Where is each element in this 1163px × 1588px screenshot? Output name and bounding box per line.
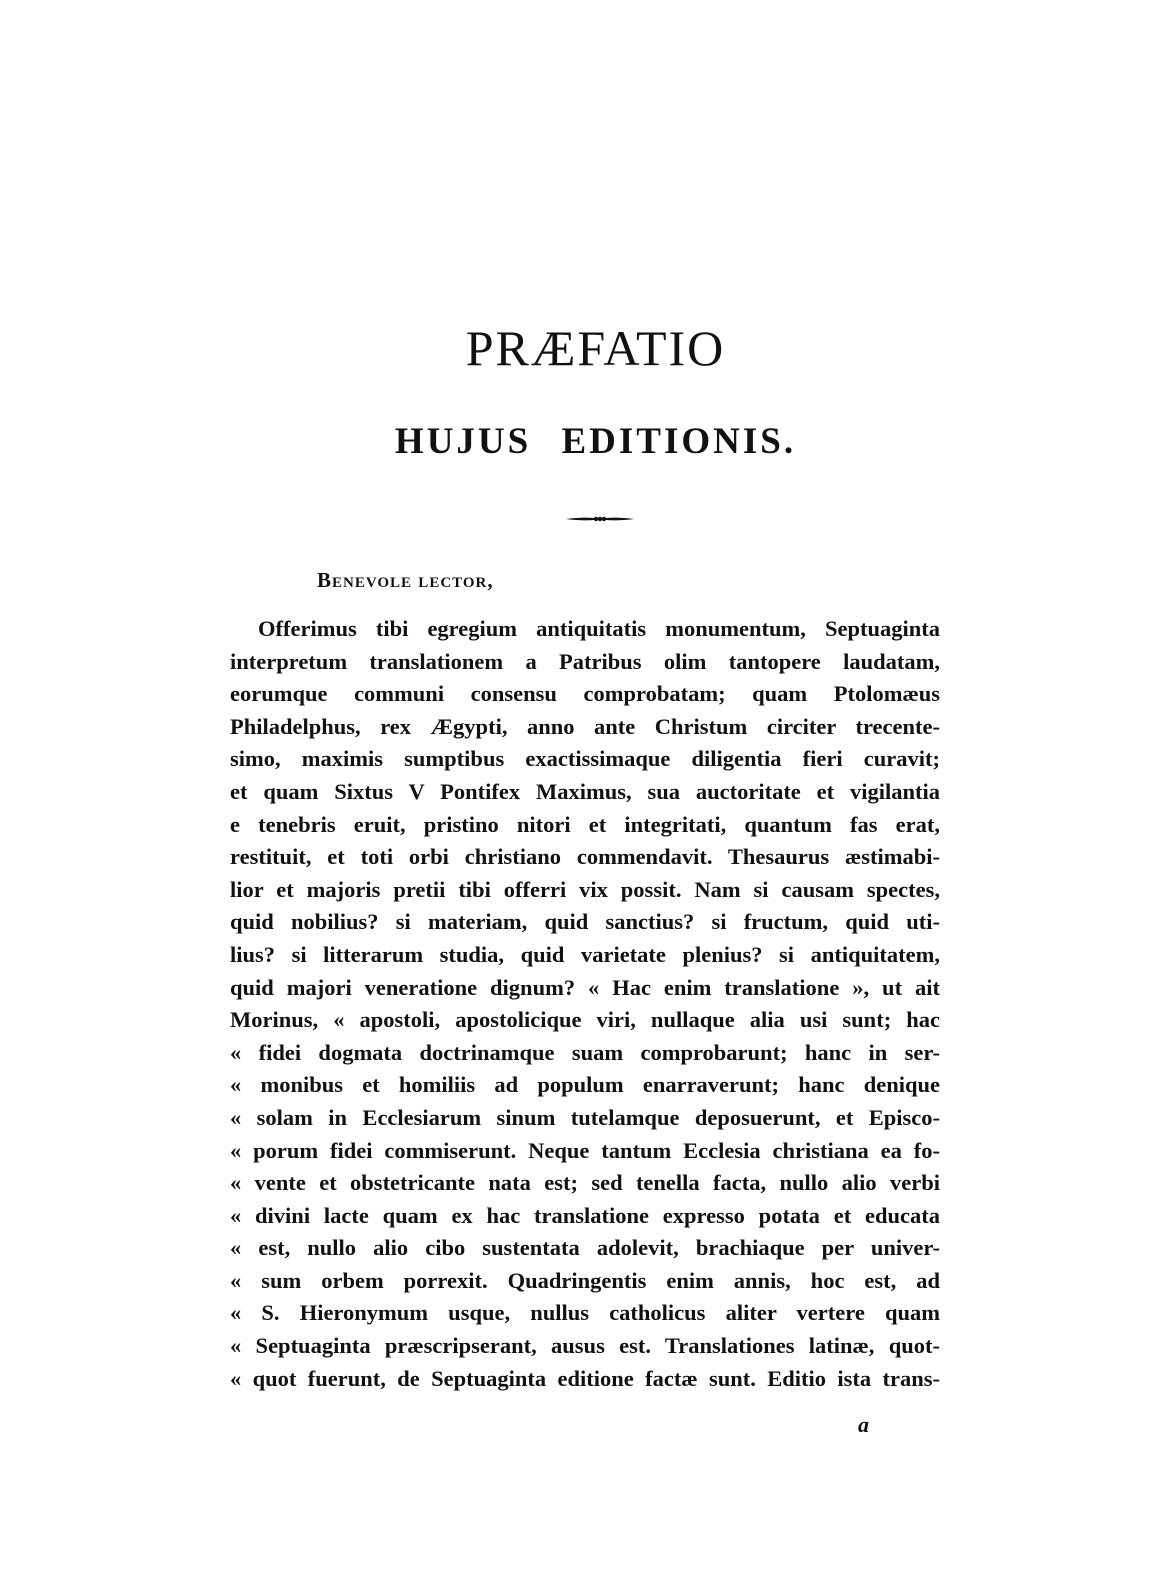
- text-line: « sum orbem porrexit. Quadringentis enim annis, hoc est, ad: [230, 1267, 940, 1293]
- page-title: PRÆFATIO: [465, 320, 726, 376]
- text-line: e tenebris eruit, pristino nitori et integritati, quantum fas erat,: [230, 811, 940, 837]
- text-line: quid nobilius? si materiam, quid sanctius? si fructum, quid uti-: [230, 909, 940, 935]
- salutation: Benevole lector,: [317, 568, 494, 592]
- text-line: eorumque communi consensu comprobatam; quam Ptolomæus: [230, 681, 940, 707]
- text-line: « solam in Ecclesiarum sinum tutelamque deposuerunt, et Episco-: [230, 1104, 940, 1130]
- text-line: « fidei dogmata doctrinamque suam comprobarunt; hanc in ser-: [230, 1039, 940, 1065]
- page-subtitle: HUJUS EDITIONIS.: [394, 421, 797, 462]
- text-line: lius? si litterarum studia, quid varietate plenius? si antiquitatem,: [230, 941, 940, 967]
- text-line: quid majori veneratione dignum? « Hac enim translatione », ut ait: [230, 974, 940, 1000]
- text-line: « divini lacte quam ex hac translatione expresso potata et educata: [230, 1202, 940, 1228]
- signature-mark: a: [858, 1412, 869, 1437]
- flourish-ornament-icon: [564, 512, 636, 526]
- text-line: « quot fuerunt, de Septuaginta editione factæ sunt. Editio ista trans-: [230, 1365, 940, 1391]
- text-line: « S. Hieronymum usque, nullus catholicus aliter vertere quam: [230, 1300, 940, 1326]
- text-line: « vente et obstetricante nata est; sed tenella facta, nullo alio verbi: [230, 1170, 940, 1196]
- text-line: interpretum translationem a Patribus olim tantopere laudatam,: [230, 648, 940, 674]
- text-line: « monibus et homiliis ad populum enarraverunt; hanc denique: [230, 1072, 940, 1098]
- text-line: « Septuaginta præscripserant, ausus est. Translationes latinæ, quot-: [230, 1333, 940, 1359]
- text-line: Offerimus tibi egregium antiquitatis monumentum, Septuaginta: [258, 616, 940, 641]
- body-text: [230, 613, 940, 1395]
- text-line: restituit, et toti orbi christiano commendavit. Thesaurus æstimabi-: [230, 844, 940, 870]
- text-line: « est, nullo alio cibo sustentata adolevit, brachiaque per univer-: [230, 1235, 940, 1261]
- text-line: Philadelphus, rex Ægypti, anno ante Christum circiter trecente-: [230, 713, 940, 739]
- text-line: « porum fidei commiserunt. Neque tantum Ecclesia christiana ea fo-: [230, 1137, 940, 1163]
- text-line: simo, maximis sumptibus exactissimaque diligentia fieri curavit;: [230, 746, 940, 772]
- text-line: lior et majoris pretii tibi offerri vix possit. Nam si causam spectes,: [230, 876, 940, 902]
- text-line: et quam Sixtus V Pontifex Maximus, sua auctoritate et vigilantia: [230, 778, 940, 804]
- text-line: Morinus, « apostoli, apostolicique viri, nullaque alia usi sunt; hac: [230, 1007, 940, 1033]
